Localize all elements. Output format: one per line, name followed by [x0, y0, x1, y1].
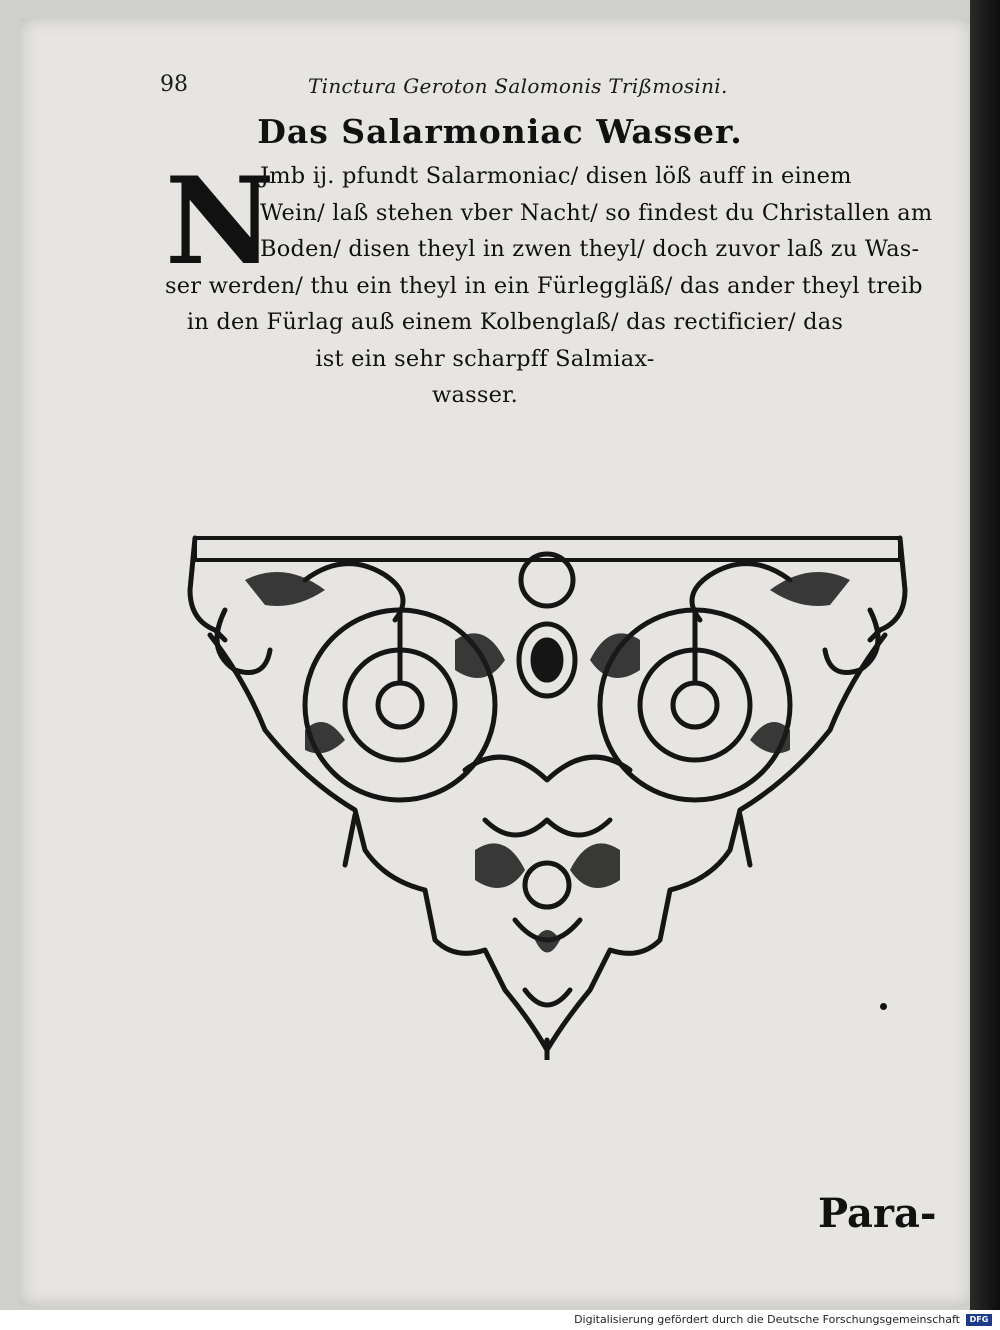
catchword: Para-: [818, 1190, 937, 1237]
running-title: Tinctura Geroton Salomonis Trißmosini.: [308, 74, 728, 98]
woodcut-ornament: [185, 520, 910, 1060]
footer-bar: [0, 1310, 1000, 1330]
section-title: Das Salarmoniac Wasser.: [257, 112, 743, 151]
dfg-logo-icon: DFG: [966, 1314, 992, 1326]
text-line: ist ein sehr scharpff Salmiax-: [315, 345, 655, 372]
text-line: wasser.: [432, 382, 518, 408]
footer-credit: Digitalisierung gefördert durch die Deutsche Forschungsgemeinschaft: [574, 1313, 960, 1326]
decorated-initial: N: [165, 151, 275, 292]
ink-dot: [880, 1003, 887, 1010]
page-number: 98: [160, 72, 188, 97]
text-line: ser werden/ thu ein theyl in ein Fürleggläß/ das ander theyl treib: [165, 272, 923, 299]
recipe-text: [165, 151, 935, 414]
text-line: in den Fürlag auß einem Kolbenglaß/ das rectificier/ das: [186, 309, 844, 335]
text-line: Boden/ disen theyl in zwen theyl/ doch zuvor laß zu Was-: [260, 236, 920, 262]
text-line: Wein/ laß stehen vber Nacht/ so findest du Christallen am: [260, 199, 933, 226]
text-line: Jmb ij. pfundt Salarmoniac/ disen löß auff in einem: [260, 163, 852, 189]
page-edge: [970, 0, 1000, 1310]
